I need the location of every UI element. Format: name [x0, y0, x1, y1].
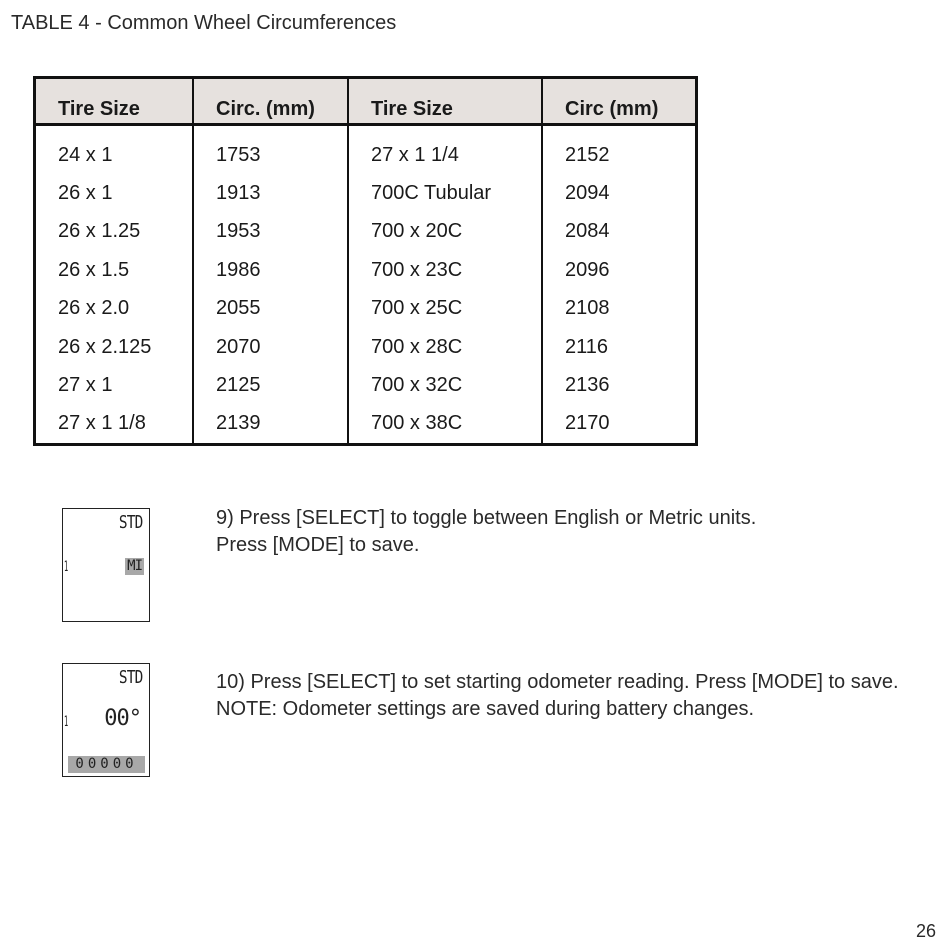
wheel-circumference-table — [33, 76, 698, 446]
table-cell: 2055 — [193, 290, 348, 328]
table-cell: 700 x 32C — [348, 366, 542, 404]
page-title: TABLE 4 - Common Wheel Circumferences — [11, 12, 397, 34]
instruction-line: Press [MODE] to save. — [216, 534, 420, 556]
table-cell: 2094 — [565, 182, 610, 205]
instruction-line: NOTE: Odometer settings are saved during battery changes. — [216, 698, 755, 720]
table-cell: 1953 — [193, 213, 348, 251]
table-cell: 1913 — [193, 174, 348, 212]
header-tire-size-2: Tire Size — [348, 79, 542, 125]
table-cell: 26 x 2.125 — [36, 328, 193, 366]
header-circ-1: Circ. (mm) — [193, 79, 348, 125]
header-tire-size-1: Tire Size — [36, 79, 193, 125]
table-cell: 27 x 1 — [36, 366, 193, 404]
table-header-row — [36, 79, 695, 125]
table-cell: 2108 — [565, 297, 610, 320]
table-cell: 2139 — [193, 405, 348, 443]
instruction-step-9 — [216, 505, 756, 559]
lcd-screen-odometer — [62, 663, 150, 777]
table-cell: 1753 — [193, 125, 348, 175]
instruction-line: 10) Press [SELECT] to set starting odometer reading. Press [MODE] to save. — [216, 671, 899, 693]
instruction-step-10 — [216, 669, 899, 723]
lcd-screen-units — [62, 508, 150, 622]
table-row — [36, 290, 695, 328]
lcd-left-indicator: 1 — [64, 559, 69, 575]
table-cell: 2136 — [565, 374, 610, 397]
lcd-top-readout: STD — [119, 512, 143, 533]
table-row — [36, 125, 695, 175]
table-cell: 700 x 28C — [348, 328, 542, 366]
lcd-left-indicator: 1 — [64, 714, 69, 730]
table-row — [36, 174, 695, 212]
lcd-mid-readout: 00° — [104, 706, 141, 731]
page-number: 26 — [915, 921, 936, 941]
table-cell: 700 x 20C — [348, 213, 542, 251]
instruction-line: 9) Press [SELECT] to toggle between English or Metric units. — [216, 507, 757, 529]
table-cell: 2116 — [565, 335, 609, 358]
table-cell: 2152 — [565, 143, 610, 166]
table-cell: 2070 — [193, 328, 348, 366]
table-row — [36, 328, 695, 366]
table-row — [36, 405, 695, 443]
table-cell: 2084 — [565, 220, 610, 243]
table-cell: 2125 — [193, 366, 348, 404]
table-cell: 24 x 1 — [36, 125, 193, 175]
table-row — [36, 366, 695, 404]
table-cell: 26 x 1 — [36, 174, 193, 212]
table-cell: 26 x 1.25 — [36, 213, 193, 251]
table-row — [36, 213, 695, 251]
table-cell: 700 x 23C — [348, 251, 542, 289]
table-cell: 26 x 2.0 — [36, 290, 193, 328]
table-cell: 2096 — [565, 258, 610, 281]
table-cell: 26 x 1.5 — [36, 251, 193, 289]
table-cell: 700C Tubular — [348, 174, 542, 212]
lcd-unit-readout: MI — [127, 558, 142, 574]
table-cell: 700 x 25C — [348, 290, 542, 328]
table-cell: 27 x 1 1/4 — [348, 125, 542, 175]
lcd-top-readout: STD — [119, 667, 143, 688]
header-circ-2: Circ (mm) — [542, 79, 695, 125]
table-cell: 700 x 38C — [348, 405, 542, 443]
table-cell: 2170 — [565, 412, 610, 435]
lcd-odometer-readout: 00000 — [68, 756, 145, 773]
table-row — [36, 251, 695, 289]
table-cell: 27 x 1 1/8 — [36, 405, 193, 443]
table-cell: 1986 — [193, 251, 348, 289]
